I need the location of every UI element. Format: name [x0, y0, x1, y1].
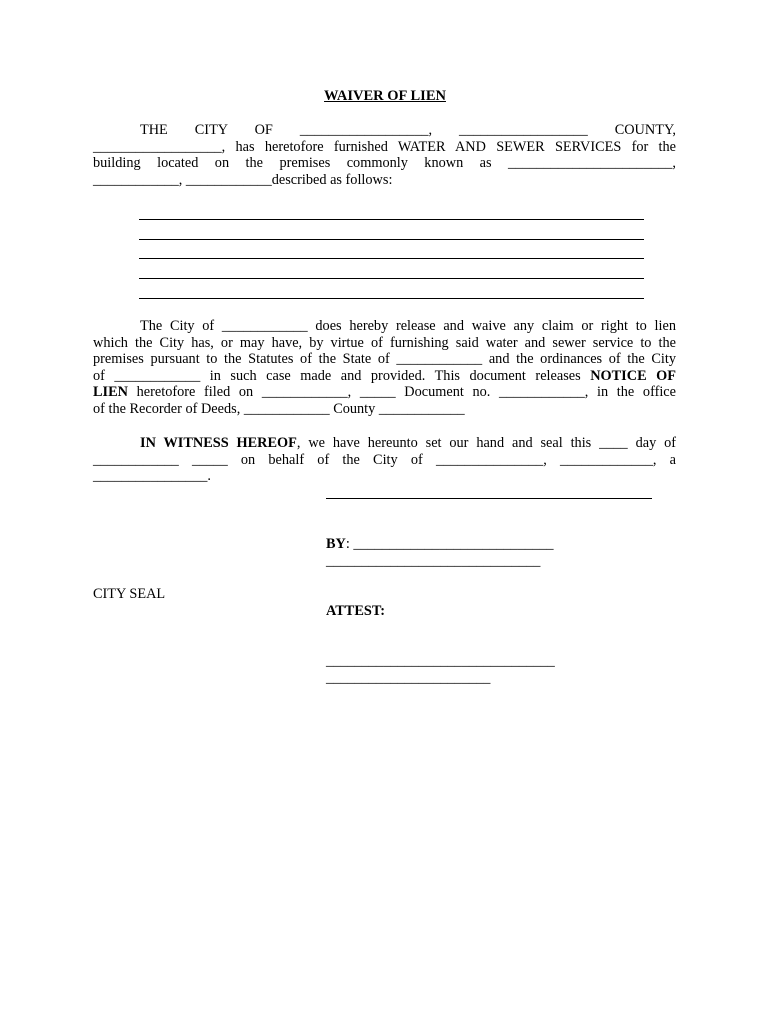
notice-of-label: NOTICE OF: [590, 367, 676, 384]
release-line-2: which the City has, or may have, by virtue of furnishing said water and sewer service to the: [93, 334, 676, 351]
intro-line-1: THE CITY OF __________________, __________________ COUNTY,: [140, 122, 676, 138]
description-line-2: [139, 239, 644, 240]
release-line-6: of the Recorder of Deeds, ____________ County ____________: [93, 400, 465, 417]
description-line-4: [139, 278, 644, 279]
lien-label: LIEN: [93, 384, 128, 401]
attest-line-2: _______________________: [326, 670, 491, 686]
attest-label: ATTEST:: [326, 603, 386, 619]
intro-line-3: building located on the premises commonly known as _______________________,: [93, 155, 676, 172]
release-line-3: premises pursuant to the Statutes of the State of ____________ and the ordinances of the City: [93, 351, 676, 368]
attest-line-1: ________________________________: [326, 653, 555, 669]
document-title: WAIVER OF LIEN: [324, 88, 446, 104]
witness-paragraph: [93, 435, 676, 485]
by-field: [326, 536, 554, 553]
release-line-4-text: of ____________ in such case made and provided. This document releases: [93, 367, 591, 384]
witness-line-2: ____________ _____ on behalf of the City of _______________, _____________, a: [93, 451, 676, 468]
signature-line: [326, 498, 652, 499]
witness-hereof-label: IN WITNESS HEREOF: [140, 435, 297, 451]
witness-line-3: ________________.: [93, 468, 211, 485]
release-line-1: The City of ____________ does hereby release and waive any claim or right to lien: [140, 318, 676, 334]
intro-line-4: ____________, ____________described as follows:: [93, 171, 393, 188]
description-line-1: [139, 219, 644, 220]
release-line-5-text: heretofore filed on ____________, _____ Document no. ____________, in the office: [127, 384, 676, 401]
witness-line-1-text: , we have hereunto set our hand and seal this ____ day of: [296, 435, 676, 451]
release-line-5: [93, 384, 676, 401]
by-blank: : ____________________________: [345, 536, 554, 552]
description-line-5: [139, 298, 644, 299]
intro-paragraph: [93, 122, 676, 188]
release-line-4: [93, 368, 676, 385]
description-line-3: [139, 258, 644, 259]
city-seal-label: CITY SEAL: [93, 586, 166, 602]
by-second-line: ______________________________: [326, 553, 541, 569]
witness-line-1: [93, 435, 676, 452]
release-paragraph: [93, 318, 676, 418]
intro-line-2: __________________, has heretofore furnished WATER AND SEWER SERVICES for the: [93, 138, 676, 155]
by-label: BY: [326, 536, 346, 552]
